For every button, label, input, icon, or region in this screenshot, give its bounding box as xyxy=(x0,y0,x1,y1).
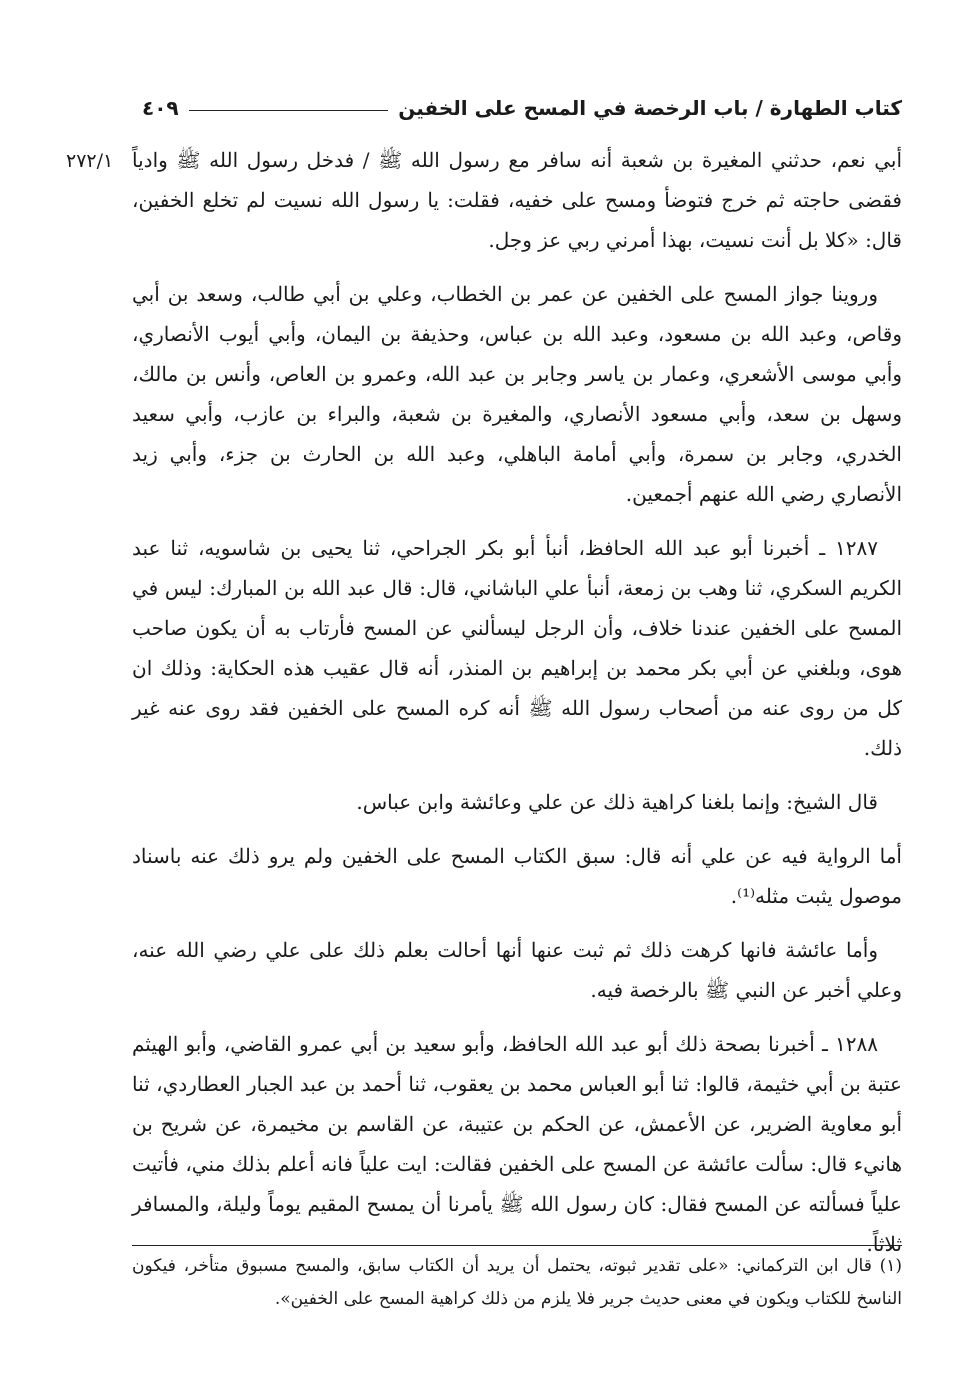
hadith-1288: ١٢٨٨ ـ أخبرنا بصحة ذلك أبو عبد الله الحافظ، وأبو سعيد بن أبي عمرو القاضي، وأبو الهيثم عتبة بن أبي خثيمة، قالوا: ثنا أبو العباس محمد بن يعقوب، ثنا أحمد بن عبد الجبار العطاردي، ثنا أبو معاوية الضرير، عن الأعمش، عن الحكم بن عتيبة، عن القاسم بن مخيمرة، عن شريح بن هانيء قال: سألت عائشة عن المسح على الخفين فقالت: ايت علياً فانه أعلم بذلك مني، فأتيت علياً فسألته عن المسح فقال: كان رسول الله ﷺ يأمرنا أن يمسح المقيم يوماً وليلة، والمسافر ثلاثاً. xyxy=(132,1032,902,1256)
footnotes xyxy=(132,1250,902,1316)
footnote-1: (١) قال ابن التركماني: «على تقدير ثبوته، يحتمل أن يريد أن الكتاب سابق، والمسح مسبوق متأخر، فيكون الناسخ للكتاب ويكون في معنى حديث جرير فلا يلزم من ذلك كراهية المسح على الخفين». xyxy=(132,1256,902,1309)
page-number: ٤٠٩ xyxy=(142,96,179,120)
page-header xyxy=(142,88,902,128)
paragraph-1: أبي نعم، حدثني المغيرة بن شعبة أنه سافر مع رسول الله ﷺ / فدخل رسول الله ﷺ وادياً فقضى حاجته ثم خرج فتوضأ ومسح على خفيه، فقلت: يا رسول الله نسيت لم تخلع الخفين، قال: «كلا بل أنت نسيت، بهذا أمرني ربي عز وجل. xyxy=(132,148,902,252)
running-title: كتاب الطهارة / باب الرخصة في المسح على الخفين xyxy=(398,96,902,120)
hadith-1287: ١٢٨٧ ـ أخبرنا أبو عبد الله الحافظ، أنبأ أبو بكر الجراحي، ثنا يحيى بن شاسويه، ثنا عبد الكريم السكري، ثنا وهب بن زمعة، أنبأ علي الباشاني، قال: قال عبد الله بن المبارك: ليس في المسح على الخفين عندنا خلاف، وأن الرجل ليسألني عن المسح فأرتاب به أن يكون صاحب هوى، وبلغني عن أبي بكر محمد بن إبراهيم بن المنذر، أنه قال عقيب هذه الحكاية: وذلك ان كل من روى عنه من أصحاب رسول الله ﷺ أنه كره المسح على الخفين فقد روى عنه غير ذلك. xyxy=(132,536,902,760)
paragraph-2: وروينا جواز المسح على الخفين عن عمر بن الخطاب، وعلي بن أبي طالب، وسعد بن أبي وقاص، وعبد الله بن مسعود، وعبد الله بن عباس، وحذيفة بن اليمان، وأبي أيوب الأنصاري، وأبي موسى الأشعري، وعمار بن ياسر وجابر بن عبد الله، وعمرو بن العاص، وأنس بن مالك، وسهل بن سعد، وأبي مسعود الأنصاري، والمغيرة بن شعبة، والبراء بن عازب، وأبي سعيد الخدري، وجابر بن سمرة، وأبي أمامة الباهلي، وعبد الله بن الحارث بن جزء، وأبي زيد الأنصاري رضي الله عنهم أجمعين. xyxy=(132,282,902,506)
margin-reference: ٢٧٢/١ xyxy=(66,150,114,172)
paragraph-6: وأما عائشة فانها كرهت ذلك ثم ثبت عنها أنها أحالت بعلم ذلك على علي رضي الله عنه، وعلي أخبر عن النبي ﷺ بالرخصة فيه. xyxy=(132,938,902,1002)
footnote-separator xyxy=(132,1245,902,1246)
header-rule xyxy=(189,110,389,111)
paragraph-4: قال الشيخ: وإنما بلغنا كراهية ذلك عن علي وعائشة وابن عباس. xyxy=(356,790,878,814)
main-text xyxy=(132,140,902,1278)
paragraph-5: أما الرواية فيه عن علي أنه قال: سبق الكتاب المسح على الخفين ولم يرو ذلك عنه باسناد موصول يثبت مثله⁽¹⁾. xyxy=(132,844,902,908)
